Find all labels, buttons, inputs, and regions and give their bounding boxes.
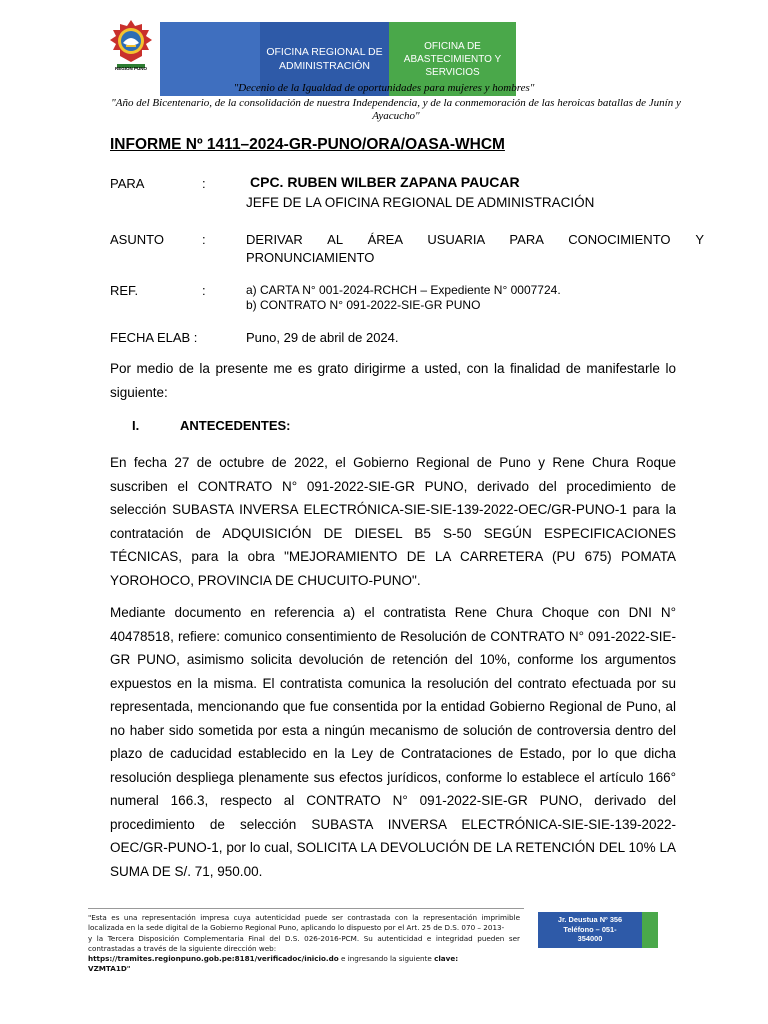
- logo-caption: REGION PUNO: [114, 66, 147, 71]
- address-street: Jr. Deustua Nº 356: [557, 915, 623, 924]
- para-colon: :: [202, 176, 206, 191]
- subject-line-2: PRONUNCIAMIENTO: [246, 250, 375, 265]
- verification-url[interactable]: https://tramites.regionpuno.gob.pe:8181/verificadoc/inicio.do: [88, 954, 339, 964]
- reference-a: a) CARTA N° 001-2024-RCHCH – Expediente N° 0007724.: [246, 283, 561, 297]
- date-label: FECHA ELAB :: [110, 330, 198, 345]
- antecedent-paragraph-1: En fecha 27 de octubre de 2022, el Gobierno Regional de Puno y Rene Chura Roque suscriben el CONTRATO N° 091-2022-SIE-GR PUNO, derivado del procedimiento de selección SUBASTA INVERSA ELECTRÓNICA-SIE-SIE-139-2022-OEC/GR-PUNO-1 para la contratación de ADQUISICIÓN DE DIESEL B5 S-50 SEGÚN ESPECIFICACIONES TÉCNICAS, para la obra "MEJORAMIENTO DE LA CARRETERA (PU 675) POMATA YOROHOCO, PROVINCIA DE CHUCUITO-PUNO".: [110, 455, 676, 588]
- office-supply-banner: OFICINA DE ABASTECIMIENTO Y SERVICIOS: [389, 22, 516, 96]
- footer-notice-2: y la Tercera Disposición Complementaria Final del D.S. 026-2016-PCM. Su autenticidad e integridad pueden ser contrastadas a través de la siguiente dirección web:: [88, 933, 520, 953]
- address-green-strip: [642, 912, 658, 948]
- date-value: Puno, 29 de abril de 2024.: [246, 330, 399, 345]
- verification-key-line: [88, 964, 520, 974]
- address-phone: Teléfono – 051-: [563, 924, 617, 934]
- footer-notice-3: e ingresando la siguiente: [338, 954, 435, 964]
- footer-authenticity-notice: [88, 913, 520, 975]
- intro-paragraph: Por medio de la presente me es grato dirigirme a usted, con la finalidad de manifestarle lo siguiente:: [110, 361, 676, 400]
- footer-notice-3-line: [88, 954, 520, 964]
- motto-bicentennial: "Año del Bicentenario, de la consolidación de nuestra Independencia, y de la conmemoración de las heroicas batallas de Junín y Ayacucho": [111, 97, 681, 122]
- footer-divider: [88, 908, 524, 909]
- ref-label: REF.: [110, 283, 139, 298]
- recipient-name: CPC. RUBEN WILBER ZAPANA PAUCAR: [250, 174, 520, 190]
- asunto-label: ASUNTO: [110, 232, 164, 247]
- address-phone-number: 354000: [577, 934, 603, 944]
- verification-key: VZMTA1D": [88, 964, 131, 974]
- ref-colon: :: [202, 283, 206, 298]
- footer-notice-1: "Esta es una representación impresa cuya autenticidad puede ser contrastada con la representación imprimible localizada en la sede digital de la Gobierno Regional Puno, aplicando lo dispuesto por el Art. 25 de D.S. 070 – 2013-: [88, 913, 520, 933]
- clave-label: clave:: [434, 954, 459, 964]
- subject-line-1: DERIVAR AL ÁREA USUARIA PARA CONOCIMIENTO Y: [246, 232, 704, 247]
- document-title: INFORME Nº 1411–2024-GR-PUNO/ORA/OASA-WHCM: [110, 136, 505, 153]
- section-number: I.: [132, 418, 140, 433]
- section-title: ANTECEDENTES:: [180, 418, 291, 433]
- office-regional-banner: OFICINA REGIONAL DE ADMINISTRACIÓN: [260, 22, 389, 96]
- antecedent-paragraph-2: Mediante documento en referencia a) el contratista Rene Chura Choque con DNI N° 40478518, refiere: comunico consentimiento de Resolución de CONTRATO N° 091-2022-SIE-GR PUNO, asimismo solicita devolución de retención del 10%, conforme los argumentos expuestos en la misma. El contratista comunica la resolución del contrato efectuada por su representada, mencionando que fue consentida por la entidad Gobierno Regional de Puno, al no haber sido sometida por esta a ningún mecanismo de solución de controversia dentro del plazo de caducidad establecido en la Ley de Contrataciones de Estado, por lo que dicha resolución despliega plenamente sus efectos jurídicos, conforme lo establece el artículo 166° numeral 166.3, respecto al CONTRATO N° 091-2022-SIE-GR PUNO, derivado del procedimiento de selección SUBASTA INVERSA ELECTRÓNICA-SIE-SIE-139-2022-OEC/GR-PUNO-1, por lo cual, SOLICITA LA DEVOLUCIÓN DE LA RETENCIÓN DEL 10% LA SUMA DE S/. 71, 950.00.: [110, 605, 676, 879]
- para-label: PARA: [110, 176, 145, 191]
- reference-b: b) CONTRATO N° 091-2022-SIE-GR PUNO: [246, 298, 481, 312]
- asunto-colon: :: [202, 232, 206, 247]
- motto-decade: "Decenio de la Igualdad de oportunidades para mujeres y hombres": [233, 82, 535, 94]
- address-box: [538, 912, 642, 948]
- recipient-position: JEFE DE LA OFICINA REGIONAL DE ADMINISTRACIÓN: [246, 195, 595, 210]
